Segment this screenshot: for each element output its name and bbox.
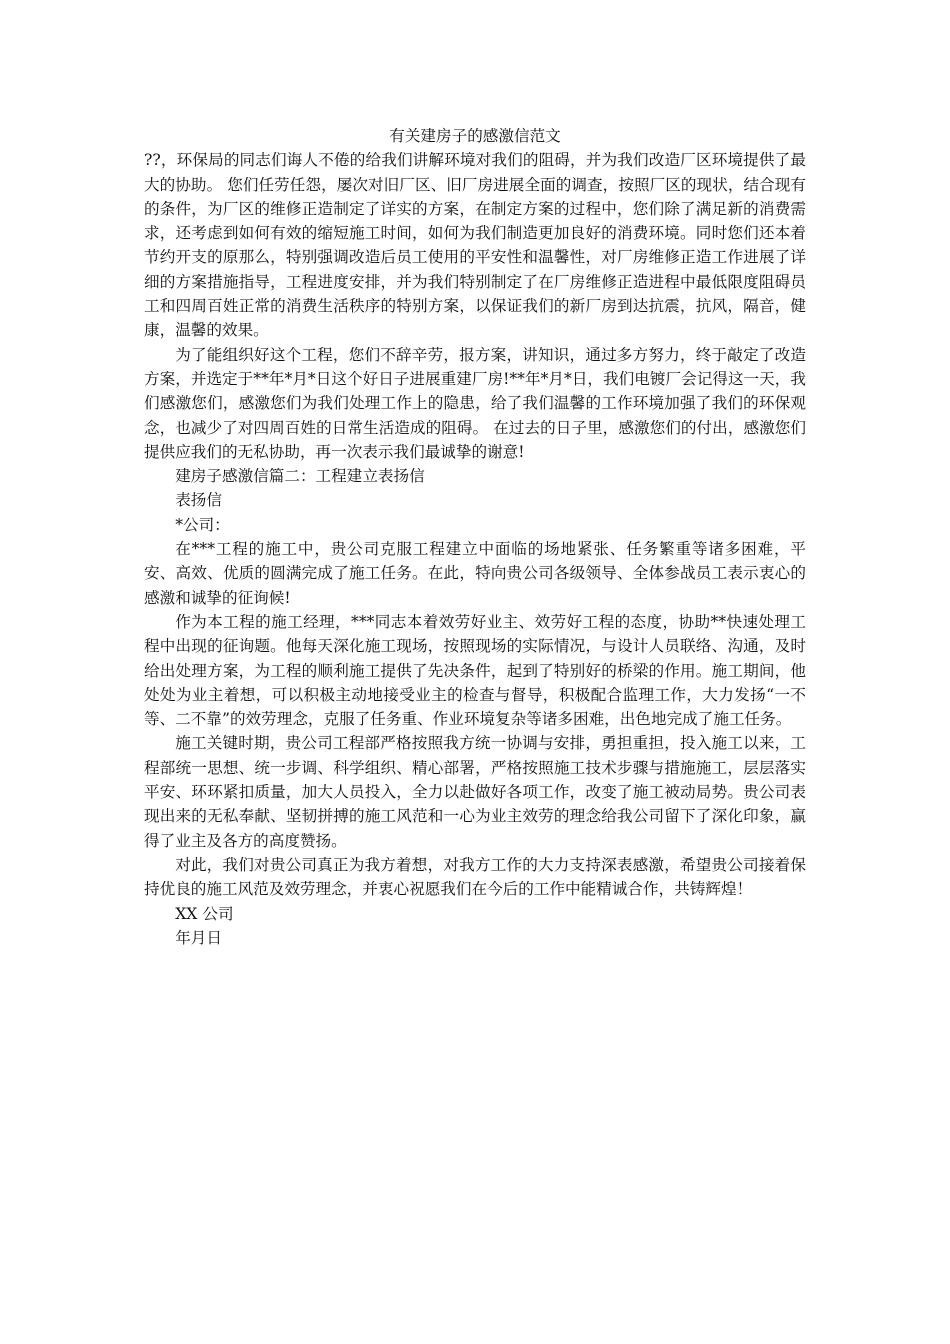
document-body: [144, 124, 806, 950]
letter-title: 表扬信: [175, 491, 222, 510]
paragraph-construction-manager: 作为本工程的施工经理，***同志本着效劳好业主、效劳好工程的态度，协助**快速处理工程中出现的征询题。他每天深化施工现场，按照现场的实际情况，与设计人员联络、沟通，及时给出处理方案，为工程的顺利施工提供了先决条件，起到了特别好的桥梁的作用。施工期间，他处处为业主着想，可以积极主动地接受业主的检查与督导，积极配合监理工作，大力发扬“一不等、二不靠”的效劳理念，克服了任务重、作业环境复杂等诸多困难，出色地完成了施工任务。: [144, 612, 806, 729]
paragraph-opening: ??，环保局的同志们诲人不倦的给我们讲解环境对我们的阻碍，并为我们改造厂区环境提供了最大的协助。 您们任劳任怨，屡次对旧厂区、旧厂房进展全面的调查，按照厂区的现状，结合现有的条件，为厂区的维修正造制定了详实的方案，在制定方案的过程中，您们除了满足新的消费需求，还考虑到如何有效的缩短施工时间，如何为我们制造更加良好的消费环境。同时您们还本着节约开支的原那么，特别强调改造后员工使用的平安性和温馨性，对厂房维修正造工作进展了详细的方案措施指导，工程进度安排，并为我们特别制定了在厂房维修正造进程中最低限度阻碍员工和四周百姓正常的消费生活秩序的特别方案，以保证我们的新厂房到达抗震，抗风，隔音，健康，温馨的效果。: [144, 151, 806, 340]
paragraph-gratitude: 为了能组织好这个工程，您们不辞辛劳，报方案，讲知识，通过多方努力，终于敲定了改造方案，并选定于**年*月*日这个好日子进展重建厂房!**年*月*日，我们电镀厂会记得这一天，我们感激您们，感激您们为我们处理工作上的隐患，给了我们温馨的工作环境加强了我们的环保观念，也减少了对四周百姓的日常生活造成的阻碍。 在过去的日子里，感激您们的付出，感激您们提供应我们的无私协助，再一次表示我们最诚挚的谢意!: [144, 345, 806, 461]
section-heading: 建房子感激信篇二：工程建立表扬信: [175, 467, 425, 486]
signature-date: 年月日: [175, 928, 222, 947]
signature-company: XX 公司: [175, 904, 234, 923]
letter-salutation: *公司：: [175, 515, 230, 534]
document-title: 有关建房子的感激信范文: [389, 127, 561, 145]
paragraph-closing-thanks: 对此，我们对贵公司真正为我方着想，对我方工作的大力支持深表感激，希望贵公司接着保持优良的施工风范及效劳理念，并衷心祝愿我们在今后的工作中能精诚合作，共铸辉煌！: [144, 855, 806, 899]
paragraph-project-summary: 在***工程的施工中，贵公司克服工程建立中面临的场地紧张、任务繁重等诸多困难，平安、高效、优质的圆满完成了施工任务。在此，特向贵公司各级领导、全体参战员工表示衷心的感激和诚挚的征询候!: [144, 540, 806, 607]
paragraph-critical-period: 施工关键时期，贵公司工程部严格按照我方统一协调与安排，勇担重担，投入施工以来，工程部统一思想、统一步调、科学组织、精心部署，严格按照施工技术步骤与措施施工，层层落实平安、环环紧扣质量，加大人员投入，全力以赴做好各项工作，改变了施工被动局势。贵公司表现出来的无私奉献、坚韧拼搏的施工风范和一心为业主效劳的理念给我公司留下了深化印象，赢得了业主及各方的高度赞扬。: [144, 734, 806, 850]
